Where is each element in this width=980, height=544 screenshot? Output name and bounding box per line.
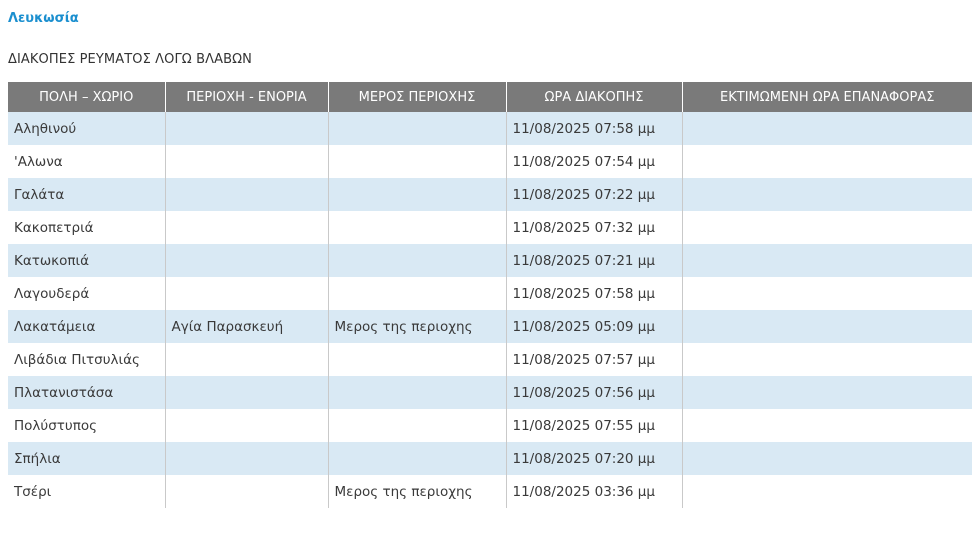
cell-part xyxy=(328,178,506,211)
cell-restore-time xyxy=(682,277,972,310)
cell-restore-time xyxy=(682,310,972,343)
cell-area xyxy=(165,475,328,508)
cell-area xyxy=(165,112,328,145)
cell-outage-time: 11/08/2025 07:32 μμ xyxy=(506,211,682,244)
cell-outage-time: 11/08/2025 07:54 μμ xyxy=(506,145,682,178)
cell-part xyxy=(328,112,506,145)
cell-restore-time xyxy=(682,376,972,409)
cell-city: Κατωκοπιά xyxy=(8,244,165,277)
cell-restore-time xyxy=(682,211,972,244)
cell-part xyxy=(328,376,506,409)
table-row xyxy=(8,178,972,211)
cell-area xyxy=(165,145,328,178)
table-row xyxy=(8,112,972,145)
table-body xyxy=(8,112,972,508)
cell-area: Αγία Παρασκευή xyxy=(165,310,328,343)
cell-part: Μερος της περιοχης xyxy=(328,310,506,343)
cell-area xyxy=(165,376,328,409)
cell-city: 'Αλωνα xyxy=(8,145,165,178)
cell-part xyxy=(328,277,506,310)
cell-part xyxy=(328,211,506,244)
cell-part xyxy=(328,244,506,277)
cell-city: Πλατανιστάσα xyxy=(8,376,165,409)
table-row xyxy=(8,244,972,277)
column-header-area: ΠΕΡΙΟΧΗ - ΕΝΟΡΙΑ xyxy=(165,82,328,112)
cell-city: Τσέρι xyxy=(8,475,165,508)
column-header-part: ΜΕΡΟΣ ΠΕΡΙΟΧΗΣ xyxy=(328,82,506,112)
table-row xyxy=(8,475,972,508)
table-row xyxy=(8,277,972,310)
cell-part xyxy=(328,343,506,376)
cell-city: Λακατάμεια xyxy=(8,310,165,343)
cell-outage-time: 11/08/2025 07:58 μμ xyxy=(506,277,682,310)
cell-city: Σπήλια xyxy=(8,442,165,475)
cell-restore-time xyxy=(682,475,972,508)
cell-part: Μερος της περιοχης xyxy=(328,475,506,508)
region-link[interactable]: Λευκωσία xyxy=(8,11,79,26)
cell-city: Λαγουδερά xyxy=(8,277,165,310)
cell-part xyxy=(328,145,506,178)
cell-area xyxy=(165,442,328,475)
cell-restore-time xyxy=(682,442,972,475)
cell-outage-time: 11/08/2025 05:09 μμ xyxy=(506,310,682,343)
cell-part xyxy=(328,409,506,442)
cell-area xyxy=(165,277,328,310)
cell-city: Λιβάδια Πιτσυλιάς xyxy=(8,343,165,376)
cell-outage-time: 11/08/2025 07:20 μμ xyxy=(506,442,682,475)
table-row xyxy=(8,442,972,475)
outages-table xyxy=(8,82,972,508)
cell-city: Πολύστυπος xyxy=(8,409,165,442)
cell-outage-time: 11/08/2025 07:57 μμ xyxy=(506,343,682,376)
cell-outage-time: 11/08/2025 07:56 μμ xyxy=(506,376,682,409)
cell-area xyxy=(165,409,328,442)
cell-outage-time: 11/08/2025 07:22 μμ xyxy=(506,178,682,211)
cell-city: Αληθινού xyxy=(8,112,165,145)
column-header-city: ΠΟΛΗ – ΧΩΡΙΟ xyxy=(8,82,165,112)
cell-area xyxy=(165,244,328,277)
cell-outage-time: 11/08/2025 07:55 μμ xyxy=(506,409,682,442)
column-header-restore-time: ΕΚΤΙΜΩΜΕΝΗ ΩΡΑ ΕΠΑΝΑΦΟΡΑΣ xyxy=(682,82,972,112)
cell-outage-time: 11/08/2025 07:58 μμ xyxy=(506,112,682,145)
cell-restore-time xyxy=(682,145,972,178)
cell-outage-time: 11/08/2025 07:21 μμ xyxy=(506,244,682,277)
cell-city: Κακοπετριά xyxy=(8,211,165,244)
section-title: ΔΙΑΚΟΠΕΣ ΡΕΥΜΑΤΟΣ ΛΟΓΩ ΒΛΑΒΩΝ xyxy=(8,52,252,67)
column-header-outage-time: ΩΡΑ ΔΙΑΚΟΠΗΣ xyxy=(506,82,682,112)
cell-restore-time xyxy=(682,178,972,211)
table-row xyxy=(8,343,972,376)
table-row xyxy=(8,310,972,343)
cell-area xyxy=(165,178,328,211)
table-row xyxy=(8,376,972,409)
table-row xyxy=(8,145,972,178)
table-row xyxy=(8,211,972,244)
cell-city: Γαλάτα xyxy=(8,178,165,211)
cell-restore-time xyxy=(682,343,972,376)
table-row xyxy=(8,409,972,442)
cell-area xyxy=(165,343,328,376)
cell-restore-time xyxy=(682,409,972,442)
cell-area xyxy=(165,211,328,244)
cell-restore-time xyxy=(682,112,972,145)
cell-part xyxy=(328,442,506,475)
cell-outage-time: 11/08/2025 03:36 μμ xyxy=(506,475,682,508)
cell-restore-time xyxy=(682,244,972,277)
table-header-row xyxy=(8,82,972,112)
